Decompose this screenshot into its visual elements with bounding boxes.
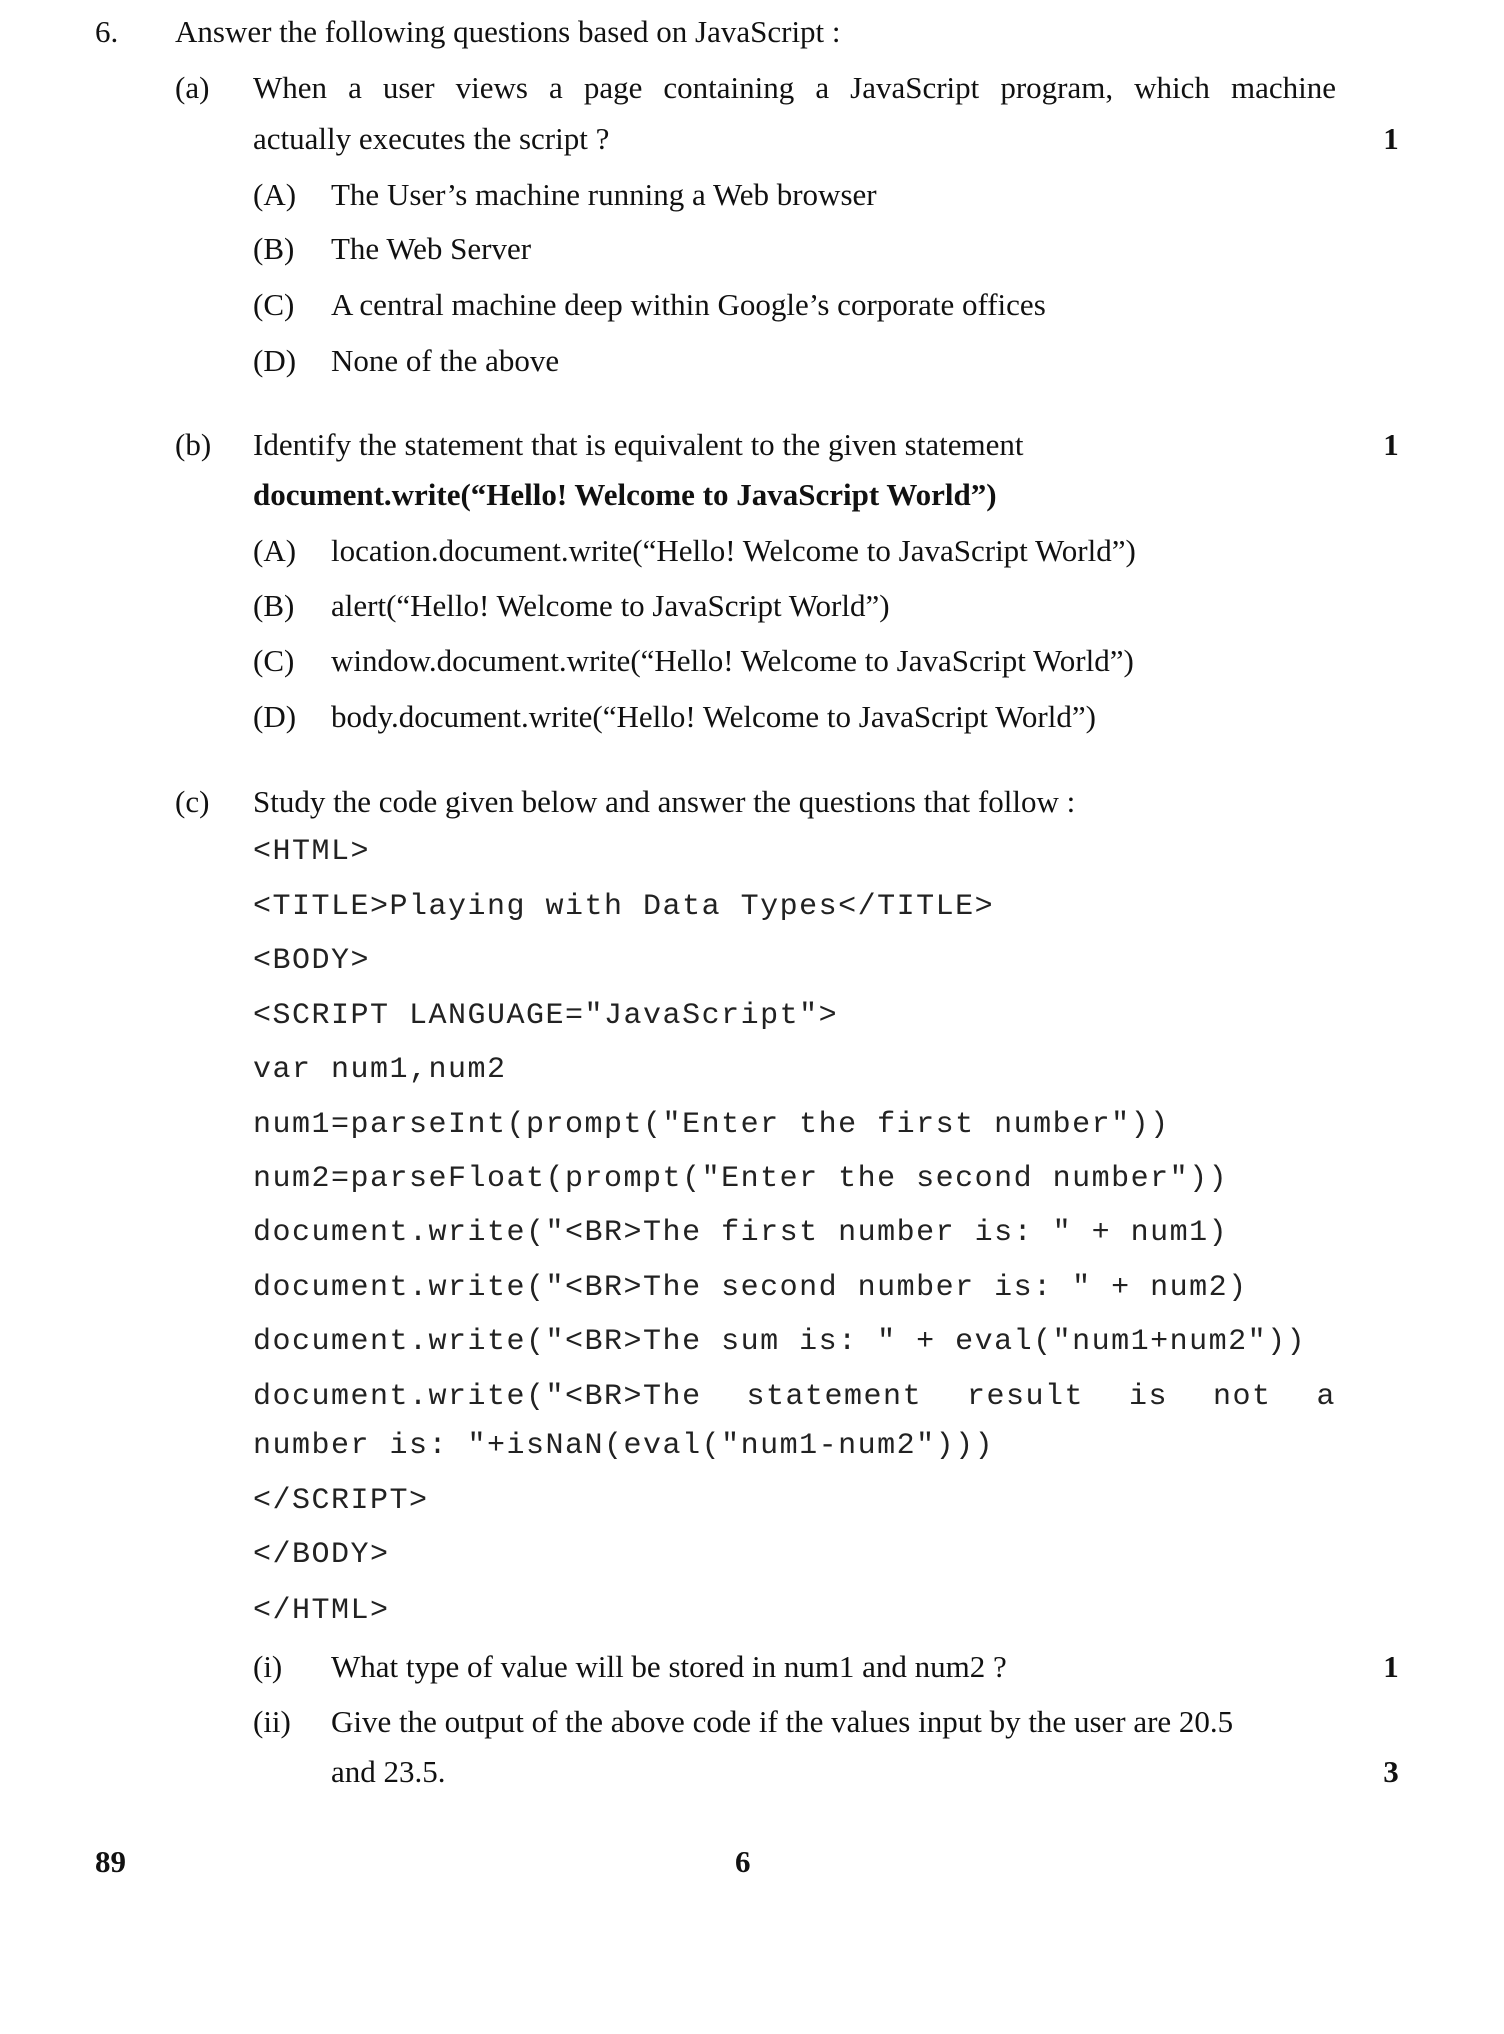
option-text: A central machine deep within Google’s corporate offices: [331, 287, 1046, 322]
option-text: alert(“Hello! Welcome to JavaScript World”): [331, 588, 890, 623]
option-text: The Web Server: [331, 231, 532, 266]
option-label: (C): [253, 643, 295, 678]
subquestion-marks: 1: [1383, 1649, 1399, 1684]
code-line: num1=parseInt(prompt("Enter the first number")): [253, 1108, 1170, 1142]
subquestion-label: (i): [253, 1649, 283, 1684]
option-label: (A): [253, 533, 297, 568]
question-number: 6.: [95, 14, 119, 49]
option-label: (B): [253, 588, 295, 623]
question-text: Answer the following questions based on JavaScript :: [175, 14, 841, 49]
option-label: (D): [253, 699, 297, 734]
option-text: body.document.write(“Hello! Welcome to JavaScript World”): [331, 699, 1096, 734]
code-line: var num1,num2: [253, 1053, 507, 1087]
subquestion-text: and 23.5.: [331, 1754, 446, 1789]
code-line: <HTML>: [253, 835, 371, 869]
option-text: window.document.write(“Hello! Welcome to JavaScript World”): [331, 643, 1134, 678]
code-line: <BODY>: [253, 944, 371, 978]
part-c-text: Study the code given below and answer the questions that follow :: [253, 784, 1076, 819]
code-line: <TITLE>Playing with Data Types</TITLE>: [253, 890, 995, 924]
part-b-statement: document.write(“Hello! Welcome to JavaScript World”): [253, 477, 997, 512]
part-b-text: Identify the statement that is equivalent to the given statement: [253, 427, 1024, 462]
code-line: num2=parseFloat(prompt("Enter the second number")): [253, 1162, 1229, 1196]
part-b-marks: 1: [1383, 427, 1399, 462]
code-line: document.write("<BR>The second number is: " + num2): [253, 1271, 1248, 1305]
option-text: None of the above: [331, 343, 560, 378]
page-number: 6: [735, 1844, 751, 1879]
code-line: document.write("<BR>The first number is: " + num1): [253, 1216, 1229, 1250]
code-line: </HTML>: [253, 1594, 390, 1628]
code-line: document.write("<BR>The sum is: " + eval("num1+num2")): [253, 1325, 1307, 1359]
option-label: (B): [253, 231, 295, 266]
code-line: number is: "+isNaN(eval("num1-num2"))): [253, 1429, 995, 1463]
code-line: <SCRIPT LANGUAGE="JavaScript">: [253, 999, 839, 1033]
part-a-text-line1: When a user views a page containing a JavaScript program, which machine: [253, 70, 1336, 105]
option-text: The User’s machine running a Web browser: [331, 177, 877, 212]
code-line: </SCRIPT>: [253, 1484, 429, 1518]
part-a-marks: 1: [1383, 121, 1399, 156]
option-label: (C): [253, 287, 295, 322]
subquestion-text: What type of value will be stored in num1 and num2 ?: [331, 1649, 1007, 1684]
subquestion-label: (ii): [253, 1704, 291, 1739]
part-a-label: (a): [175, 70, 210, 105]
subquestion-text: Give the output of the above code if the values input by the user are 20.5: [331, 1704, 1234, 1739]
option-label: (D): [253, 343, 297, 378]
option-label: (A): [253, 177, 297, 212]
part-a-text-line2: actually executes the script ?: [253, 121, 610, 156]
code-line: document.write("<BR>The statement result is not a: [253, 1380, 1336, 1414]
option-text: location.document.write(“Hello! Welcome to JavaScript World”): [331, 533, 1136, 568]
subquestion-marks: 3: [1383, 1754, 1399, 1789]
part-c-label: (c): [175, 784, 210, 819]
part-b-label: (b): [175, 427, 212, 462]
paper-code: 89: [95, 1844, 126, 1879]
code-line: </BODY>: [253, 1538, 390, 1572]
